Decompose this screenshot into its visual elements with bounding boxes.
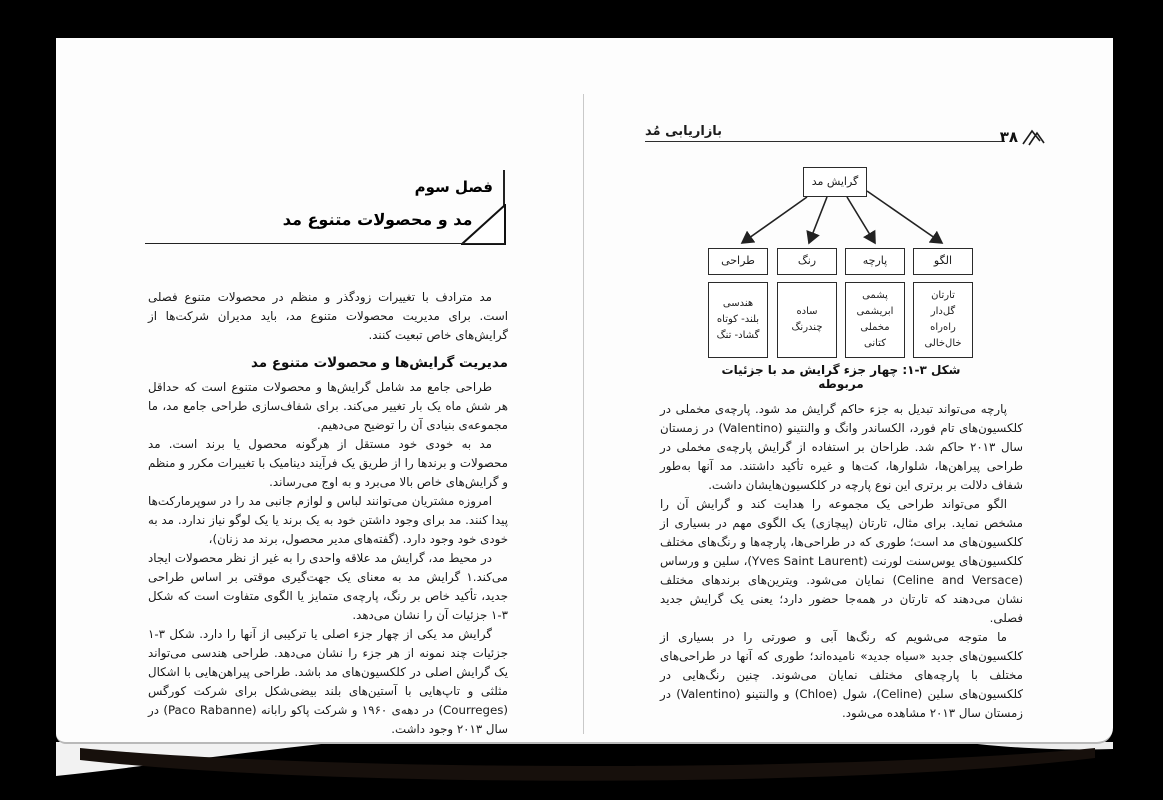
figure-column-details bbox=[708, 282, 768, 358]
figure-detail-item: تارتان bbox=[931, 290, 955, 301]
chapter-rule bbox=[145, 243, 505, 244]
figure-detail-item: پشمی bbox=[862, 290, 888, 301]
rp-paragraph: الگو می‌تواند طراحی یک مجموعه را هدایت کند و گرایش آن را مشخص نماید. برای مثال، تارتان (پیچازی) یک الگوی مهم در بسیاری از کلکسیون‌های مد است؛ طوری که در طراحی‌ها، پارچه‌ها و رنگ‌های مختلف کلکسیون‌های یوس‌سنت لورنت (Yves Saint Laurent)، سلین و ورساس (Celine and Versace) نمایان می‌شود. ویترین‌های برندهای مختلف نشان می‌دهند که تارتان در همه‌جا حضور دارد؛ یعنی یک گرایش جدید فصلی. bbox=[660, 497, 1024, 625]
figure-detail-item: گشاد- تنگ bbox=[716, 330, 760, 341]
figure-column-header: پارچه bbox=[845, 248, 905, 275]
rp-paragraph: ما متوجه می‌شویم که رنگ‌ها آبی و صورتی را در بسیاری از کلکسیون‌های جدید «سیاه جدید» نامیده‌اند؛ طوری که آنها در طراحی‌های مختلف با پارچه‌های مختلف نمایان می‌شوند. چنین رنگ‌هایی در کلکسیون‌های سلین (Celine)، شول (Chloe) و والنتینو (Valentino) در زمستان سال ۲۰۱۳ مشاهده می‌شود. bbox=[660, 630, 1023, 720]
figure-detail-item: چندرنگ bbox=[791, 322, 823, 333]
rp-paragraph: پارچه می‌تواند تبدیل به جزء حاکم گرایش مد شود. پارچه‌ی مخملی در کلکسیون‌های تام فورد، الکساندر وانگ و والنتینو (Valentino) در زمستان سال ۲۰۱۳ حاکم شد. طراحان بر استفاده از گرایش پارچه‌ی مخملی در طراحی پیراهن‌ها، شلوارها، کت‌ها و غیره تأکید داشتند. مد آنها به‌طور شفاف دلالت بر برتری این نوع پارچه در کلکسیون‌هایشان داشت. bbox=[660, 402, 1023, 492]
figure-detail-item: ساده bbox=[796, 306, 818, 317]
figure-detail-item: کتانی bbox=[864, 338, 886, 349]
figure-caption: شکل ۳-۱: چهار جزء گرایش مد با جزئیات مربوطه bbox=[721, 363, 961, 391]
right-page-text bbox=[660, 400, 1023, 723]
figure-root-box: گرایش مد bbox=[803, 167, 867, 197]
book-bottom-pages bbox=[0, 742, 1163, 800]
figure-detail-item: گل‌دار bbox=[930, 306, 956, 317]
figure-detail-item: مخملی bbox=[860, 322, 890, 333]
lp-paragraph: طراحی جامع مد شامل گرایش‌ها و محصولات متنوع است که حداقل هر شش ماه یک بار تغییر می‌کند. برای شفاف‌سازی طراحی جامع مد، ما مجموعه‌ی بنیادی آن را توضیح می‌دهیم. bbox=[148, 380, 508, 432]
page-ornament-icon bbox=[1019, 124, 1045, 150]
page-number-value: ۳۸ bbox=[999, 128, 1018, 146]
figure-column-header: طراحی bbox=[708, 248, 768, 275]
figure-detail-item: راه‌راه bbox=[930, 322, 956, 333]
lp-paragraph: مد به خودی خود مستقل از هرگونه محصول یا برند است. مد محصولات و برندها را از طریق یک فرآیند دینامیک با تغییرات مکرر و منظم و گرایش‌های خاص بالا می‌برد و به اوج می‌رساند. bbox=[148, 437, 508, 489]
running-header-rule bbox=[645, 141, 1005, 142]
figure-column-header: رنگ bbox=[777, 248, 837, 275]
lp-paragraph: امروزه مشتریان می‌توانند لباس و لوازم جانبی مد را در سوپرمارکت‌ها پیدا کنند. مد برای وجود داشتن خود به یک برند یا یک لوگو نیاز ندارد. مد به خودی خود وجود دارد. (گفته‌های مدیر محصول، برند مد زنان)، bbox=[148, 494, 508, 546]
figure-column-details bbox=[913, 282, 973, 358]
figure-detail-item: خال‌خالی bbox=[924, 338, 962, 349]
figure-column-details bbox=[845, 282, 905, 358]
chapter-triangle-icon bbox=[461, 204, 506, 245]
right-page bbox=[583, 38, 1113, 742]
figure-detail-item: ابریشمی bbox=[856, 306, 894, 317]
chapter-title: مد و محصولات متنوع مد bbox=[282, 210, 474, 229]
section-heading: مدیریت گرایش‌ها و محصولات متنوع مد bbox=[250, 355, 508, 371]
chapter-vertical-rule bbox=[503, 170, 505, 208]
figure-3-1 bbox=[701, 163, 981, 391]
running-header-title: بازاریابی مُد bbox=[645, 124, 723, 139]
left-page bbox=[56, 38, 583, 742]
chapter-block bbox=[145, 168, 507, 244]
page-number bbox=[1000, 124, 1045, 150]
figure-detail-item: هندسی bbox=[722, 298, 754, 309]
lp-paragraph: گرایش مد یکی از چهار جزء اصلی یا ترکیبی از آنها را دارد. شکل ۳-۱ جزئیات چند نمونه از هر جزء را نشان می‌دهد. طراحی هندسی می‌تواند یک گرایش اصلی در کلکسیون‌های مد باشد. طراحی پیراهن‌هایی با اشکال مثلثی و تاپ‌هایی با آستین‌های بلند بیضی‌شکل برای شرکت کورگس (Courreges) در دهه‌ی ۱۹۶۰ و شرکت پاکو رابانه (Paco Rabanne) در سال ۲۰۱۳ وجود داشت. bbox=[148, 627, 508, 736]
figure-detail-item: بلند- کوتاه bbox=[716, 314, 760, 325]
chapter-label: فصل سوم bbox=[414, 178, 493, 196]
left-page-text bbox=[148, 288, 508, 739]
lp-paragraph: در محیط مد، گرایش مد علاقه واحدی را به غیر از نظر محصولات ایجاد می‌کند.۱ گرایش مد به معنای یک جهت‌گیری موقتی بر اساس طراحی جدید، تأکید خاص بر رنگ، پارچه‌ی متمایز یا الگوی متفاوت است که شکل ۳-۱ جزئیات آن را نشان می‌دهد. bbox=[148, 551, 508, 622]
lp-intro-paragraph: مد مترادف با تغییرات زودگذر و منظم در محصولات متنوع فصلی است. برای مدیریت محصولات متنوع مد، باید مدیران شرکت‌ها از گرایش‌های خاص تبعیت کنند. bbox=[148, 290, 508, 342]
figure-column-details bbox=[777, 282, 837, 358]
running-header bbox=[645, 112, 1045, 146]
figure-column-header: الگو bbox=[913, 248, 973, 275]
book-spread bbox=[56, 38, 1113, 744]
